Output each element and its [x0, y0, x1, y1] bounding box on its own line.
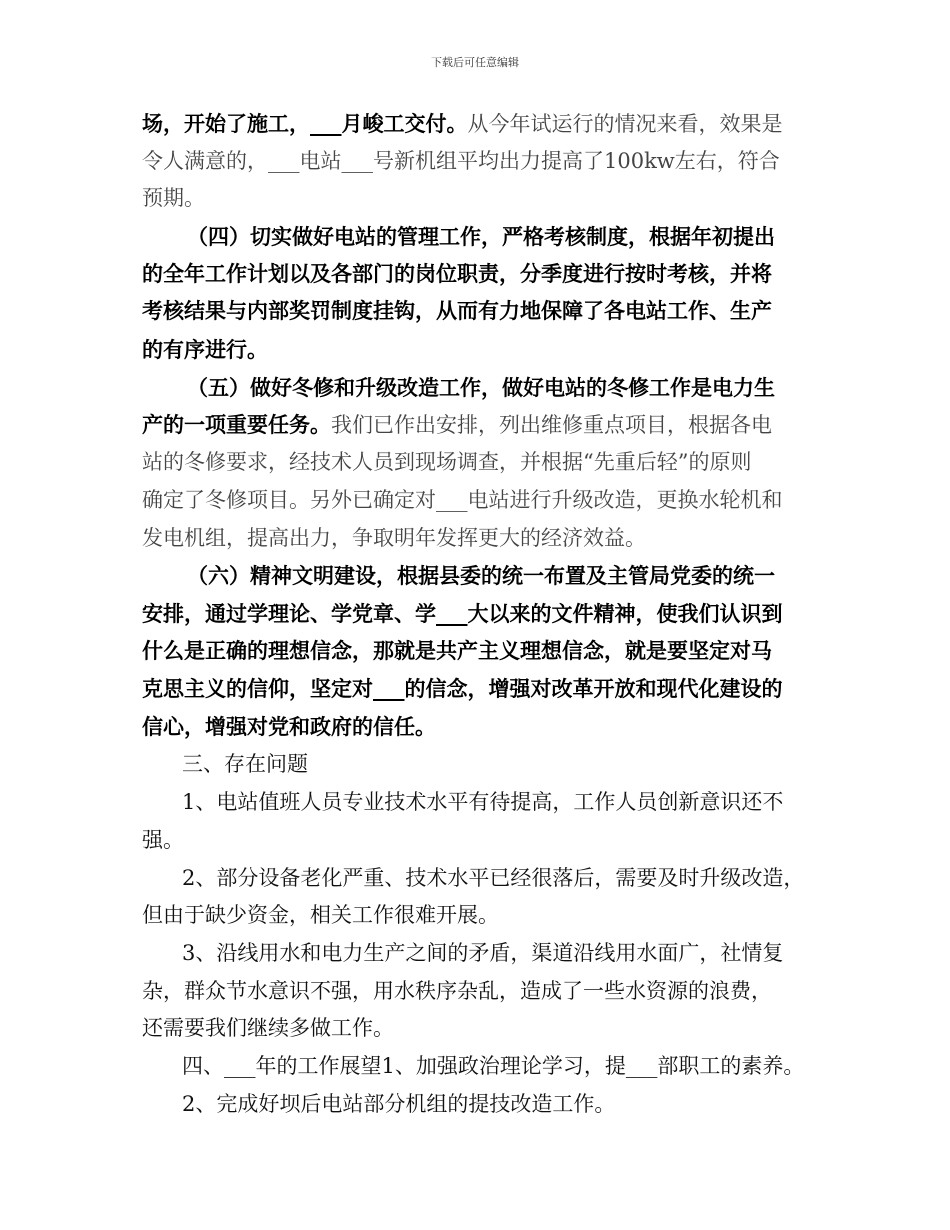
text-line: [142, 675, 783, 703]
text-normal: 从今年试运行的情况来看，效果是: [467, 112, 783, 136]
text-normal: 三、存在问题: [182, 752, 308, 776]
text-normal: 站的冬修要求，经技术人员到现场调查，并根据“先重后轻”的原则: [142, 450, 752, 474]
paragraph-heading-5: [187, 374, 775, 402]
text-normal: 令人满意的，___电站___号新机组平均出力提高了100kw左右，符合: [142, 149, 780, 173]
text-line: [142, 826, 184, 854]
text-normal: 强。: [142, 828, 184, 852]
text-line: [142, 448, 751, 476]
section-heading-3: [182, 750, 308, 778]
text-line: [142, 600, 783, 628]
text-bold: 的全年工作计划以及各部门的岗位职责，分季度进行按时考核，并将: [142, 261, 772, 286]
text-line: [142, 297, 772, 325]
text-line: [142, 1014, 394, 1042]
text-bold: 安排，通过学理论、学党章、学___大以来的文件精神，使我们认识到: [142, 601, 783, 626]
text-bold: 信心，增强对党和政府的信任。: [142, 714, 436, 739]
text-normal: 杂，群众节水意识不强，用水秩序杂乱，造成了一些水资源的浪费，: [142, 979, 772, 1003]
list-item-2: [182, 864, 804, 892]
text-normal: 2、完成好坝后电站部分机组的提技改造工作。: [182, 1092, 616, 1116]
paragraph-heading-4: [187, 223, 775, 251]
text-bold: 场，开始了施工，___月峻工交付。: [142, 111, 468, 136]
text-normal: 但由于缺少资金，相关工作很难开展。: [142, 903, 499, 927]
paragraph-heading-6: [187, 562, 775, 590]
text-line: [142, 524, 646, 552]
text-line: [142, 184, 205, 212]
section-heading-4: [182, 1052, 804, 1080]
text-line: [142, 713, 436, 741]
text-normal: 确定了冬修项目。另外已确定对___电站进行升级改造，更换水轮机和: [142, 488, 783, 512]
text-bold: 克思主义的信仰，坚定对___的信念，增强对改革开放和现代化建设的: [142, 676, 783, 701]
text-line: [142, 260, 772, 288]
text-normal: 我们已作出安排，列出维修重点项目，根据各电: [331, 413, 772, 437]
text-normal: 还需要我们继续多做工作。: [142, 1016, 394, 1040]
text-line: [142, 411, 772, 439]
text-line: [142, 977, 772, 1005]
text-normal: 1、电站值班人员专业技术水平有待提高，工作人员创新意识还不: [182, 790, 784, 814]
text-line: [142, 901, 499, 929]
text-line: [142, 147, 780, 175]
text-bold: 产的一项重要任务。: [142, 412, 331, 437]
text-line: [142, 110, 783, 138]
text-normal: 发电机组，提高出力，争取明年发挥更大的经济效益。: [142, 526, 646, 550]
text-line: [142, 486, 783, 514]
text-line: [142, 336, 268, 364]
text-bold: 的有序进行。: [142, 337, 268, 362]
text-bold: （六）精神文明建设，根据县委的统一布置及主管局党委的统一: [187, 563, 775, 588]
list-item-3: [182, 939, 783, 967]
text-line: [142, 637, 772, 665]
text-bold: 考核结果与内部奖罚制度挂钩，从而有力地保障了各电站工作、生产: [142, 298, 772, 323]
text-bold: （四）切实做好电站的管理工作，严格考核制度，根据年初提出: [187, 224, 775, 249]
text-bold: 什么是正确的理想信念，那就是共产主义理想信念，就是要坚定对马: [142, 638, 772, 663]
list-item-2-outlook: [182, 1090, 615, 1118]
text-normal: 四、___年的工作展望1、加强政治理论学习，提___部职工的素养。: [182, 1054, 805, 1078]
page-header: 下载后可任意编辑: [431, 56, 519, 69]
text-bold: （五）做好冬修和升级改造工作，做好电站的冬修工作是电力生: [187, 375, 775, 400]
list-item-1: [182, 788, 783, 816]
text-normal: 3、沿线用水和电力生产之间的矛盾，渠道沿线用水面广，社情复: [182, 941, 784, 965]
text-normal: 预期。: [142, 186, 205, 210]
text-normal: 2、部分设备老化严重、技术水平已经很落后，需要及时升级改造，: [182, 866, 805, 890]
